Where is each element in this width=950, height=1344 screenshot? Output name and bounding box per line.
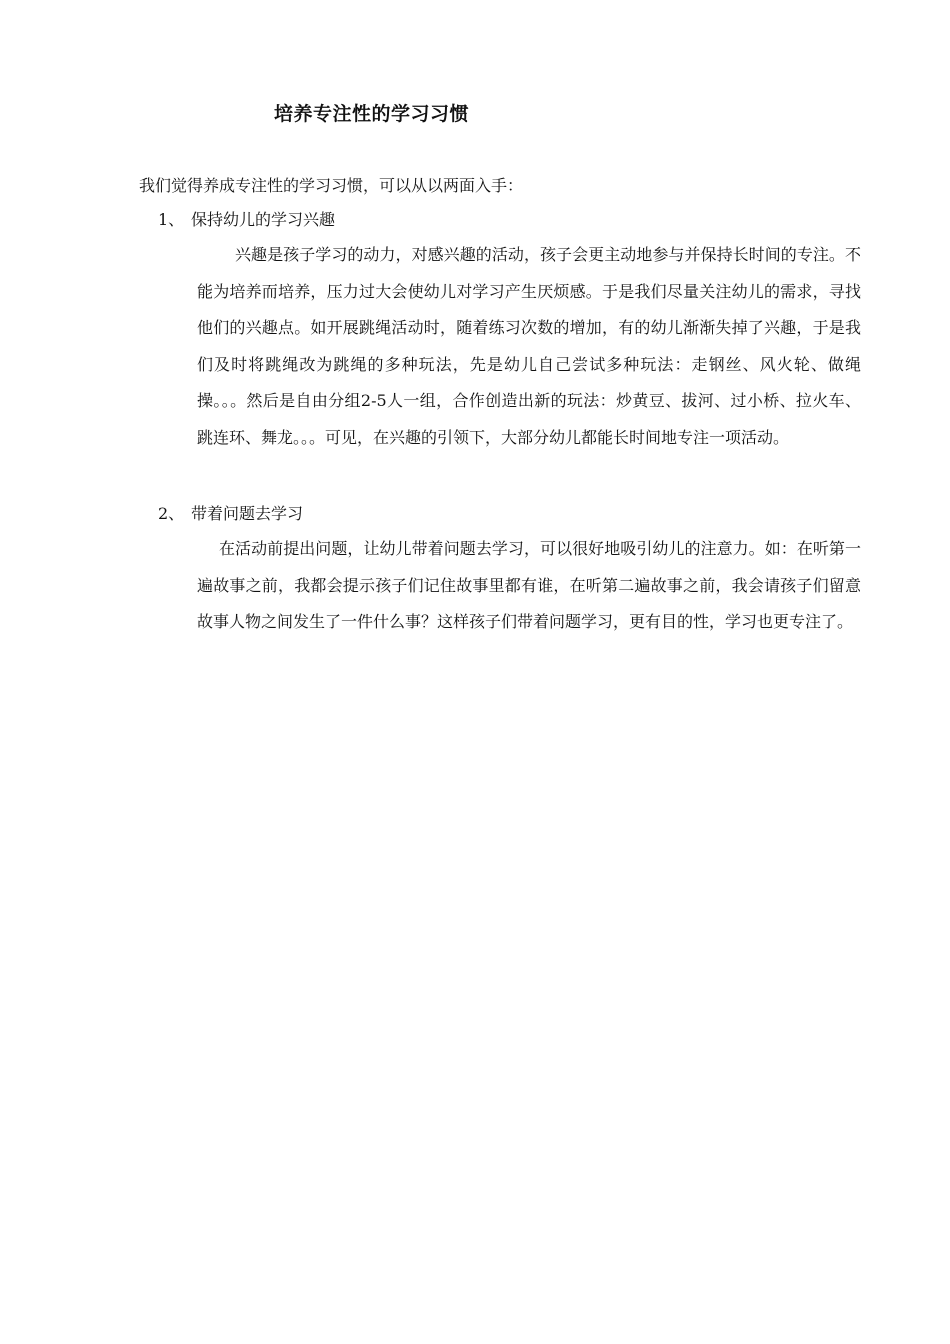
document-title: 培养专注性的学习习惯 xyxy=(274,103,470,125)
section-heading-1 xyxy=(158,207,335,230)
section-number-1: 1、 xyxy=(158,210,185,229)
section-heading-2 xyxy=(158,501,303,524)
section-paragraph-1: 兴趣是孩子学习的动力，对感兴趣的活动，孩子会更主动地参与并保持长时间的专注。不能为培养而培养，压力过大会使幼儿对学习产生厌烦感。于是我们尽量关注幼儿的需求，寻找他们的兴趣点。如开展跳绳活动时，随着练习次数的增加，有的幼儿渐渐失掉了兴趣，于是我们及时将跳绳改为跳绳的多种玩法，先是幼儿自己尝试多种玩法：走钢丝、风火轮、做绳操。。。然后是自由分组2-5人一组，合作创造出新的玩法：炒黄豆、拔河、过小桥、拉火车、跳连环、舞龙。。。可见，在兴趣的引领下，大部分幼儿都能长时间地专注一项活动。 xyxy=(197,245,861,447)
section-heading-text-2: 带着问题去学习 xyxy=(191,504,304,523)
section-paragraph-2: 在活动前提出问题，让幼儿带着问题去学习，可以很好地吸引幼儿的注意力。如：在听第一遍故事之前，我都会提示孩子们记住故事里都有谁，在听第二遍故事之前，我会请孩子们留意故事人物之间发生了一件什么事？这样孩子们带着问题学习，更有目的性，学习也更专注了。 xyxy=(197,539,861,631)
intro-text: 我们觉得养成专注性的学习习惯，可以从以两面入手： xyxy=(139,176,524,195)
section-number-2: 2、 xyxy=(158,504,185,523)
section-heading-text-1: 保持幼儿的学习兴趣 xyxy=(191,210,336,229)
